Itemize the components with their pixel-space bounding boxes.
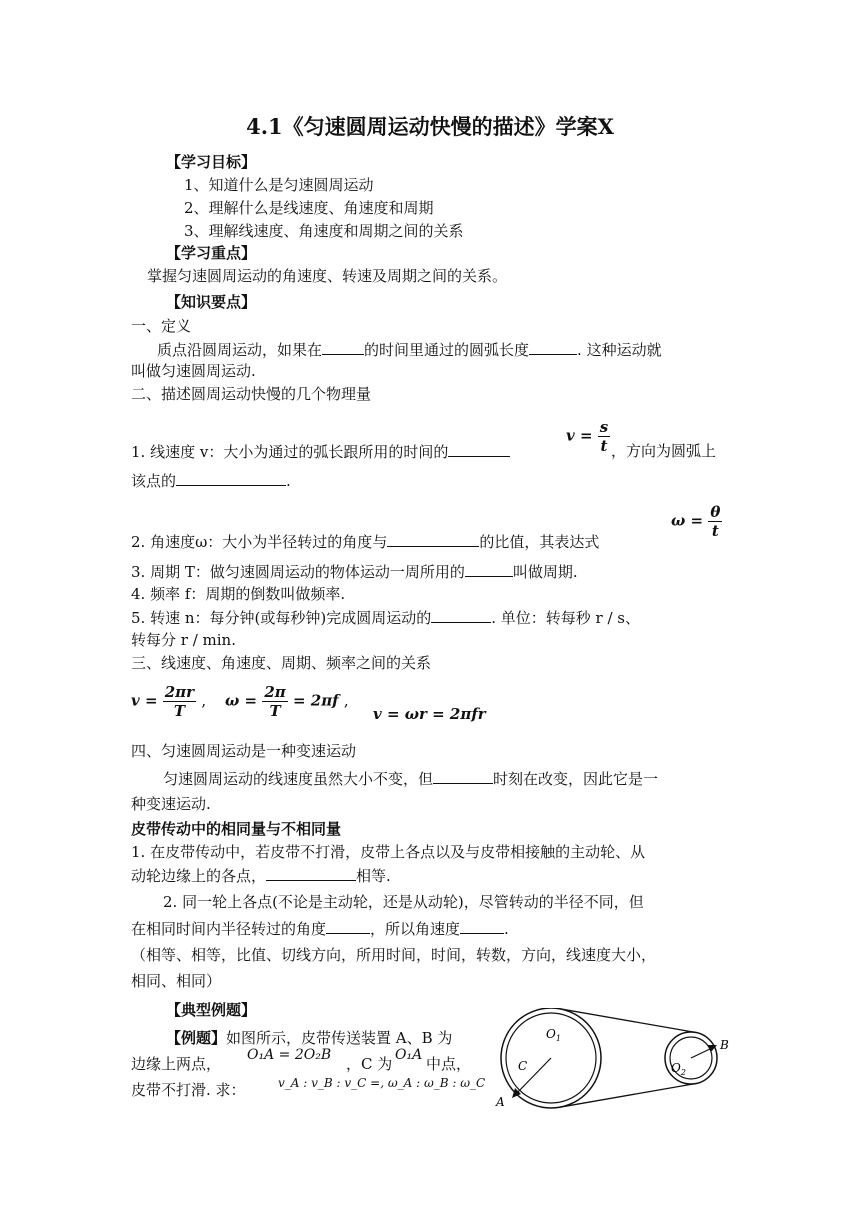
numerator: θ <box>710 503 721 521</box>
section-title: 一、定义 <box>131 317 192 335</box>
label-o1: $O_1$ <box>546 1027 561 1043</box>
item-line <box>131 441 510 462</box>
example-tag: 【例题】 <box>166 1029 227 1047</box>
definition-line <box>157 339 662 360</box>
text: 在相同时间内半径转过的角度 <box>131 920 327 938</box>
formula-omega-relation <box>225 683 349 720</box>
text: 5. 转速 n：每分钟(或每秒钟)完成圆周运动的 <box>131 609 432 627</box>
denominator: T <box>269 702 281 720</box>
blank <box>433 768 493 784</box>
lhs: ω = <box>225 691 258 710</box>
example-line: 皮带不打滑. 求： <box>131 1081 246 1099</box>
item-line: 4. 频率 f：周期的倒数叫做频率. <box>131 585 346 603</box>
item-line <box>131 607 640 628</box>
blank <box>448 441 510 457</box>
formula-v-relation <box>131 683 206 720</box>
item-line <box>131 561 578 582</box>
belt-pulley-figure <box>488 1008 748 1114</box>
numerator: 2π <box>264 683 286 701</box>
lhs: v = <box>131 691 158 710</box>
comma: , <box>343 691 349 710</box>
text: 动轮边缘上的各点， <box>131 867 267 885</box>
formula-v-omega-r: v = ωr = 2πfr <box>373 705 486 723</box>
belt-heading: 皮带传动中的相同量与不相同量 <box>131 820 342 838</box>
example-line: 边缘上两点， <box>131 1055 222 1073</box>
text: 叫做周期. <box>512 563 578 581</box>
belt-bottom <box>560 1084 696 1108</box>
key-heading: 【学习重点】 <box>166 244 257 262</box>
comma: , <box>201 691 207 710</box>
item-line: 种变速运动. <box>131 795 211 813</box>
math-o1a: O₁A <box>395 1047 423 1063</box>
belt-line: 1. 在皮带传动中，若皮带不打滑，皮带上各点以及与皮带相接触的主动轮、从 <box>131 843 646 861</box>
section-title: 三、线速度、角速度、周期、频率之间的关系 <box>131 654 432 672</box>
blank <box>529 339 577 355</box>
label-b: B <box>720 1038 729 1052</box>
math-o1a-eq: O₁A = 2O₂B <box>247 1047 332 1063</box>
text: ，所以角速度 <box>370 920 461 938</box>
section-title: 四、匀速圆周运动是一种变速运动 <box>131 742 357 760</box>
text: 该点的 <box>131 472 177 490</box>
text: . <box>504 920 509 938</box>
key-text: 掌握匀速圆周运动的角速度、转速及周期之间的关系。 <box>147 267 508 285</box>
blank <box>431 607 491 623</box>
belt-top <box>560 1009 696 1033</box>
text: . 单位：转每秒 r / s、 <box>491 609 640 627</box>
blank <box>176 470 286 486</box>
formula-v-s-t <box>566 418 610 455</box>
blank <box>465 561 513 577</box>
label-c: C <box>518 1059 528 1073</box>
formula-omega <box>671 503 722 540</box>
section-title: 二、描述圆周运动快慢的几个物理量 <box>131 385 372 403</box>
blank <box>387 531 479 547</box>
belt-line <box>131 865 391 886</box>
text: 匀速圆周运动的线速度虽然大小不变，但 <box>163 770 434 788</box>
objective-item: 1、知道什么是匀速圆周运动 <box>184 176 374 194</box>
item-line <box>131 531 599 552</box>
text: 1. 线速度 v：大小为通过的弧长跟所用的时间的 <box>131 443 449 461</box>
label-a: A <box>496 1095 505 1109</box>
item-line <box>163 768 658 789</box>
answer-line: 相同、相同） <box>131 972 222 990</box>
belt-line <box>131 918 509 939</box>
fraction <box>708 503 722 540</box>
example-line <box>166 1028 452 1048</box>
objective-item: 3、理解线速度、角速度和周期之间的关系 <box>184 222 464 240</box>
objective-item: 2、理解什么是线速度、角速度和周期 <box>184 199 434 217</box>
denominator: t <box>600 437 608 455</box>
page-title: 4.1《匀速圆周运动快慢的描述》学案X <box>246 114 614 139</box>
blank <box>322 339 364 355</box>
fraction <box>163 683 196 720</box>
example-heading: 【典型例题】 <box>166 1001 257 1019</box>
blank <box>266 865 356 881</box>
fraction <box>598 418 610 455</box>
answer-line: （相等、相等，比值、切线方向，所用时间，时间，转数，方向，线速度大小， <box>131 946 657 964</box>
math-ratio: v_A : v_B : v_C =, ω_A : ω_B : ω_C <box>278 1076 486 1090</box>
blank <box>460 918 504 934</box>
definition-line: 叫做匀速圆周运动. <box>131 362 256 380</box>
rhs: = 2πf <box>292 691 339 710</box>
text: 如图所示，皮带传送装置 A、B 为 <box>226 1029 453 1047</box>
text: . <box>286 472 291 490</box>
label-o2: $O_2$ <box>671 1061 686 1077</box>
fraction <box>262 683 287 720</box>
radius-o2b <box>691 1048 712 1058</box>
item-line: ，方向为圆弧上 <box>611 442 717 460</box>
belt-line: 2. 同一轮上各点(不论是主动轮，还是从动轮)，尽管转动的半径不同，但 <box>163 893 644 911</box>
numerator: 2πr <box>164 683 195 701</box>
denominator: T <box>173 702 185 720</box>
numerator: s <box>599 418 609 436</box>
text: 2. 角速度ω：大小为半径转过的角度与 <box>131 533 388 551</box>
text: 相等. <box>356 867 391 885</box>
objectives-heading: 【学习目标】 <box>166 153 257 171</box>
text: 的比值，其表达式 <box>479 533 600 551</box>
text: 3. 周期 T：做匀速圆周运动的物体运动一周所用的 <box>131 563 465 581</box>
example-line: ，C 为 <box>346 1055 393 1073</box>
lhs: ω = <box>671 511 704 530</box>
knowledge-heading: 【知识要点】 <box>166 293 257 311</box>
item-line: 转每分 r / min. <box>131 631 236 649</box>
text: 质点沿圆周运动，如果在 <box>157 341 323 359</box>
lhs: v = <box>566 426 593 445</box>
text: 的时间里通过的圆弧长度 <box>364 341 530 359</box>
blank <box>326 918 370 934</box>
denominator: t <box>711 522 719 540</box>
text: 时刻在改变，因此它是一 <box>493 770 659 788</box>
example-line: 中点， <box>426 1055 472 1073</box>
item-line <box>131 470 291 491</box>
text: . 这种运动就 <box>577 341 662 359</box>
